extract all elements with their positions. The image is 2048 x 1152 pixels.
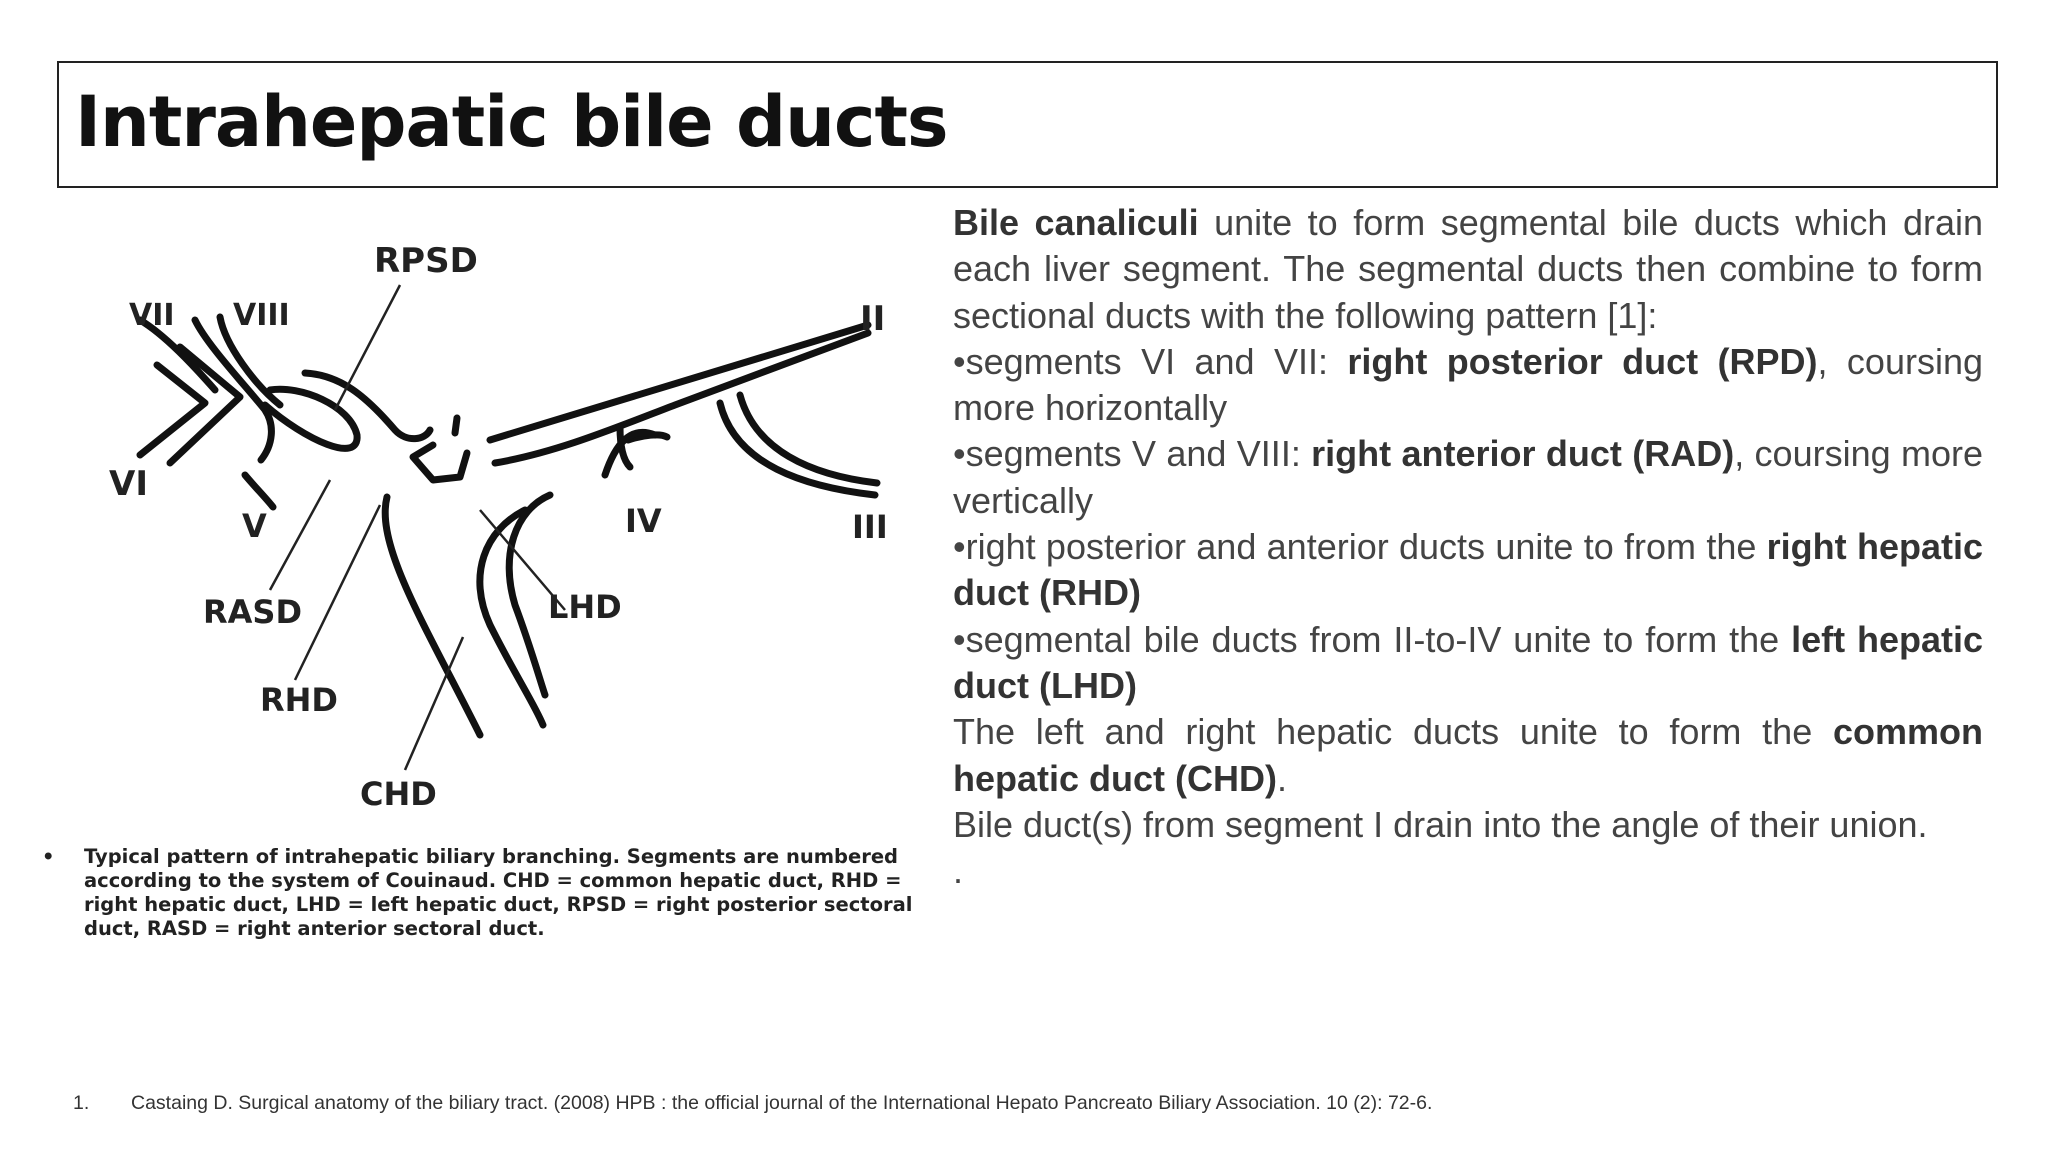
intro-text: unite to form segmental bile ducts which drain each liver segment. The segmental ducts then combine to form sectional ducts with the following pattern [1]: — [953, 202, 1983, 336]
duct-iii-inner — [740, 395, 877, 483]
caption-text: Typical pattern of intrahepatic biliary branching. Segments are numbered according to the system of Couinaud. CHD = common hepatic duct, RHD = right hepatic duct, LHD = left hepatic duct, RPSD = right posterior sectoral duct, RASD = right anterior sectoral duct. — [84, 845, 913, 940]
paragraph-dot: . — [953, 850, 964, 892]
bullet-rhd-pre: •right posterior and anterior ducts unite to from the — [953, 526, 1767, 568]
bullet-rad — [953, 431, 1983, 524]
page-title: Intrahepatic bile ducts — [75, 81, 948, 163]
leader-rasd — [270, 480, 330, 590]
label-rpsd: RPSD — [374, 241, 478, 281]
footnote — [73, 1092, 1432, 1115]
leader-chd — [405, 637, 463, 770]
duct-v — [245, 475, 273, 507]
leader-rhd — [295, 505, 380, 680]
chd-pre: The left and right hepatic ducts unite to form the — [953, 711, 1833, 753]
paragraph-segment-i: Bile duct(s) from segment I drain into the angle of their union. — [953, 803, 1928, 845]
bullet-lhd-pre: •segmental bile ducts from II-to-IV unite to form the — [953, 618, 1792, 660]
label-iii: III — [852, 508, 888, 546]
duct-i — [455, 418, 457, 433]
title-box — [57, 61, 1998, 188]
diagram-caption — [40, 845, 950, 941]
duct-lhd-inner — [509, 495, 550, 695]
duct-right-hilar-upper — [305, 373, 430, 439]
bullet-rpd — [953, 339, 1983, 432]
duct-ii-lower — [495, 333, 868, 463]
bullet-rad-pre: •segments V and VIII: — [953, 433, 1312, 475]
footnote-text: Castaing D. Surgical anatomy of the biliary tract. (2008) HPB : the official journal of the International Hepato Pancreato Biliary Association. 10 (2): 72-6. — [131, 1092, 1433, 1114]
chd-bold: common hepatic duct (CHD) — [953, 711, 1983, 799]
paragraph-chd — [953, 709, 1983, 802]
biliary-diagram-svg — [95, 225, 915, 825]
label-chd: CHD — [360, 775, 437, 813]
label-iv: IV — [625, 502, 662, 540]
duct-chd-left — [385, 497, 480, 735]
label-rhd: RHD — [260, 681, 338, 719]
duct-ii-upper — [490, 325, 868, 440]
bullet-lhd — [953, 617, 1983, 710]
bullet-rad-post: , coursing more vertically — [953, 433, 1983, 521]
biliary-diagram — [95, 225, 915, 825]
label-vii: VII — [129, 298, 175, 333]
label-lhd: LHD — [548, 588, 622, 626]
intro-bold: Bile canaliculi — [953, 202, 1199, 243]
label-rasd: RASD — [203, 593, 303, 631]
bullet-rpd-pre: •segments VI and VII: — [953, 340, 1348, 382]
bullet-rhd — [953, 524, 1983, 617]
bullet-rpd-bold: right posterior duct (RPD) — [1347, 340, 1818, 382]
label-vi: VI — [109, 464, 148, 504]
duct-rpsd-loop — [265, 389, 357, 448]
body-text — [953, 200, 1983, 894]
label-v: V — [242, 507, 267, 545]
bullet-rpd-post: , coursing more horizontally — [953, 340, 1983, 429]
bullet-lhd-bold: left hepatic duct (LHD) — [953, 618, 1983, 706]
leader-rpsd — [335, 285, 400, 410]
caption-bullet: • — [42, 845, 55, 868]
footnote-number: 1. — [73, 1092, 90, 1114]
bullet-rad-bold: right anterior duct (RAD) — [1311, 433, 1735, 475]
label-ii: II — [860, 299, 886, 339]
paragraph-intro — [953, 200, 1983, 339]
chd-post: . — [1277, 757, 1288, 799]
bullet-rhd-bold: right hepatic duct (RHD) — [953, 526, 1983, 614]
duct-hilar-plate — [413, 445, 467, 480]
label-viii: VIII — [233, 298, 290, 333]
